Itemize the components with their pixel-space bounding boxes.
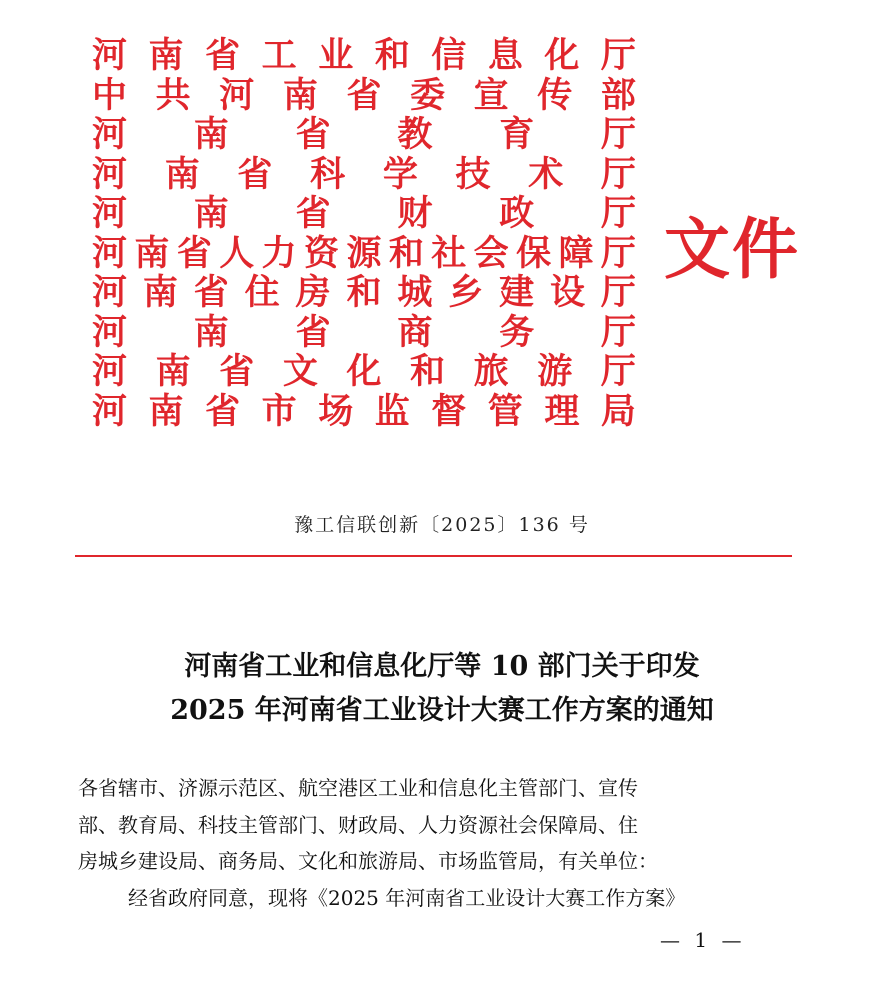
issuer-char: 河	[92, 272, 128, 313]
issuer-char: 教	[397, 114, 433, 155]
body-paragraph: 经省政府同意，现将《2025 年河南省工业设计大赛工作方案》	[128, 885, 686, 910]
issuer-char: 政	[499, 193, 535, 234]
issuer-char: 资	[304, 232, 340, 274]
issuer-char: 源	[346, 232, 382, 274]
document-body	[78, 770, 798, 916]
document-number: 豫工信联创新〔2025〕136 号	[294, 514, 590, 536]
issuer-char: 河	[92, 153, 128, 195]
issuer-char: 省	[237, 153, 273, 195]
issuer-char: 河	[219, 74, 255, 116]
issuer-char: 务	[499, 311, 535, 353]
document-title	[0, 645, 884, 733]
issuer-char: 住	[244, 272, 280, 313]
issuer-char: 南	[155, 351, 191, 392]
issuer-char: 河	[92, 390, 128, 432]
issuer-char: 中	[92, 74, 128, 116]
issuer-char: 厅	[600, 351, 636, 392]
issuer-line	[92, 36, 636, 76]
issuer-line	[92, 392, 636, 432]
addressee-line: 部、教育局、科技主管部门、财政局、人力资源社会保障局、住	[78, 812, 638, 837]
issuer-char: 河	[92, 193, 128, 234]
issuer-char: 省	[346, 74, 382, 116]
issuer-char: 厅	[600, 311, 636, 353]
issuer-char: 厅	[600, 153, 636, 195]
issuer-char: 南	[148, 35, 184, 76]
issuer-char: 厅	[600, 35, 636, 76]
issuer-char: 社	[431, 232, 467, 274]
page-number: — 1 —	[660, 928, 746, 952]
title-line-2: 2025 年河南省工业设计大赛工作方案的通知	[170, 695, 714, 726]
issuer-char: 业	[318, 35, 354, 76]
issuer-char: 河	[92, 232, 128, 274]
issuer-char: 建	[499, 272, 535, 313]
issuer-line	[92, 155, 636, 195]
issuer-char: 理	[544, 390, 580, 432]
issuer-char: 南	[193, 311, 229, 353]
issuer-line	[92, 194, 636, 234]
issuer-char: 育	[499, 114, 535, 155]
issuer-char: 南	[134, 232, 170, 274]
issuing-authorities	[92, 36, 636, 431]
issuer-char: 和	[388, 232, 424, 274]
issuer-char: 南	[142, 272, 178, 313]
issuer-char: 省	[193, 272, 229, 313]
title-line-1: 河南省工业和信息化厅等 10 部门关于印发	[184, 651, 700, 682]
issuer-char: 游	[537, 351, 573, 392]
issuer-char: 宣	[473, 74, 509, 116]
issuer-line	[92, 313, 636, 353]
issuer-char: 河	[92, 35, 128, 76]
issuer-char: 文	[282, 351, 318, 392]
issuer-char: 化	[346, 351, 382, 392]
issuer-char: 省	[219, 351, 255, 392]
issuer-char: 省	[295, 193, 331, 234]
issuer-char: 管	[487, 390, 523, 432]
issuer-char: 厅	[600, 232, 636, 274]
issuer-char: 会	[473, 232, 509, 274]
issuer-char: 局	[600, 390, 636, 432]
issuer-char: 障	[558, 232, 594, 274]
red-divider	[75, 555, 792, 557]
issuer-char: 省	[295, 114, 331, 155]
issuer-char: 南	[148, 390, 184, 432]
file-label: 文件	[664, 210, 800, 288]
issuer-char: 技	[455, 153, 491, 195]
issuer-char: 设	[550, 272, 586, 313]
issuer-char: 厅	[600, 193, 636, 234]
issuer-line	[92, 76, 636, 116]
issuer-char: 共	[155, 74, 191, 116]
issuer-char: 和	[410, 351, 446, 392]
issuer-char: 场	[318, 390, 354, 432]
issuer-char: 科	[310, 153, 346, 195]
issuer-char: 房	[295, 272, 331, 313]
issuer-char: 省	[205, 35, 241, 76]
issuer-char: 南	[193, 193, 229, 234]
issuer-char: 河	[92, 351, 128, 392]
issuer-char: 河	[92, 114, 128, 155]
issuer-char: 部	[600, 74, 636, 116]
issuer-char: 工	[261, 35, 297, 76]
addressee-line: 各省辖市、济源示范区、航空港区工业和信息化主管部门、宣传	[78, 776, 638, 800]
issuer-char: 保	[516, 232, 552, 274]
issuer-char: 委	[410, 74, 446, 116]
issuer-char: 省	[295, 311, 331, 353]
issuer-char: 南	[164, 153, 200, 195]
issuer-char: 南	[282, 74, 318, 116]
issuer-char: 学	[382, 153, 418, 195]
issuer-line	[92, 273, 636, 313]
issuer-char: 乡	[448, 272, 484, 313]
issuer-char: 和	[346, 272, 382, 313]
addressee-line: 房城乡建设局、商务局、文化和旅游局、市场监管局，有关单位：	[78, 849, 658, 873]
issuer-char: 力	[261, 232, 297, 274]
issuer-char: 术	[528, 153, 564, 195]
issuer-char: 南	[193, 114, 229, 155]
issuer-char: 厅	[600, 272, 636, 313]
issuer-char: 督	[431, 390, 467, 432]
issuer-char: 和	[374, 35, 410, 76]
issuer-char: 信	[431, 35, 467, 76]
issuer-char: 息	[487, 35, 523, 76]
issuer-char: 河	[92, 311, 128, 353]
issuer-line	[92, 234, 636, 274]
issuer-char: 厅	[600, 114, 636, 155]
issuer-char: 传	[537, 74, 573, 116]
issuer-char: 商	[397, 311, 433, 353]
issuer-char: 人	[219, 232, 255, 274]
issuer-line	[92, 115, 636, 155]
issuer-char: 化	[544, 35, 580, 76]
issuer-line	[92, 352, 636, 392]
issuer-char: 财	[397, 193, 433, 234]
issuer-char: 省	[205, 390, 241, 432]
issuer-char: 市	[261, 390, 297, 432]
issuer-char: 监	[374, 390, 410, 432]
issuer-char: 城	[397, 272, 433, 313]
issuer-char: 省	[176, 232, 212, 274]
issuer-char: 旅	[473, 351, 509, 392]
